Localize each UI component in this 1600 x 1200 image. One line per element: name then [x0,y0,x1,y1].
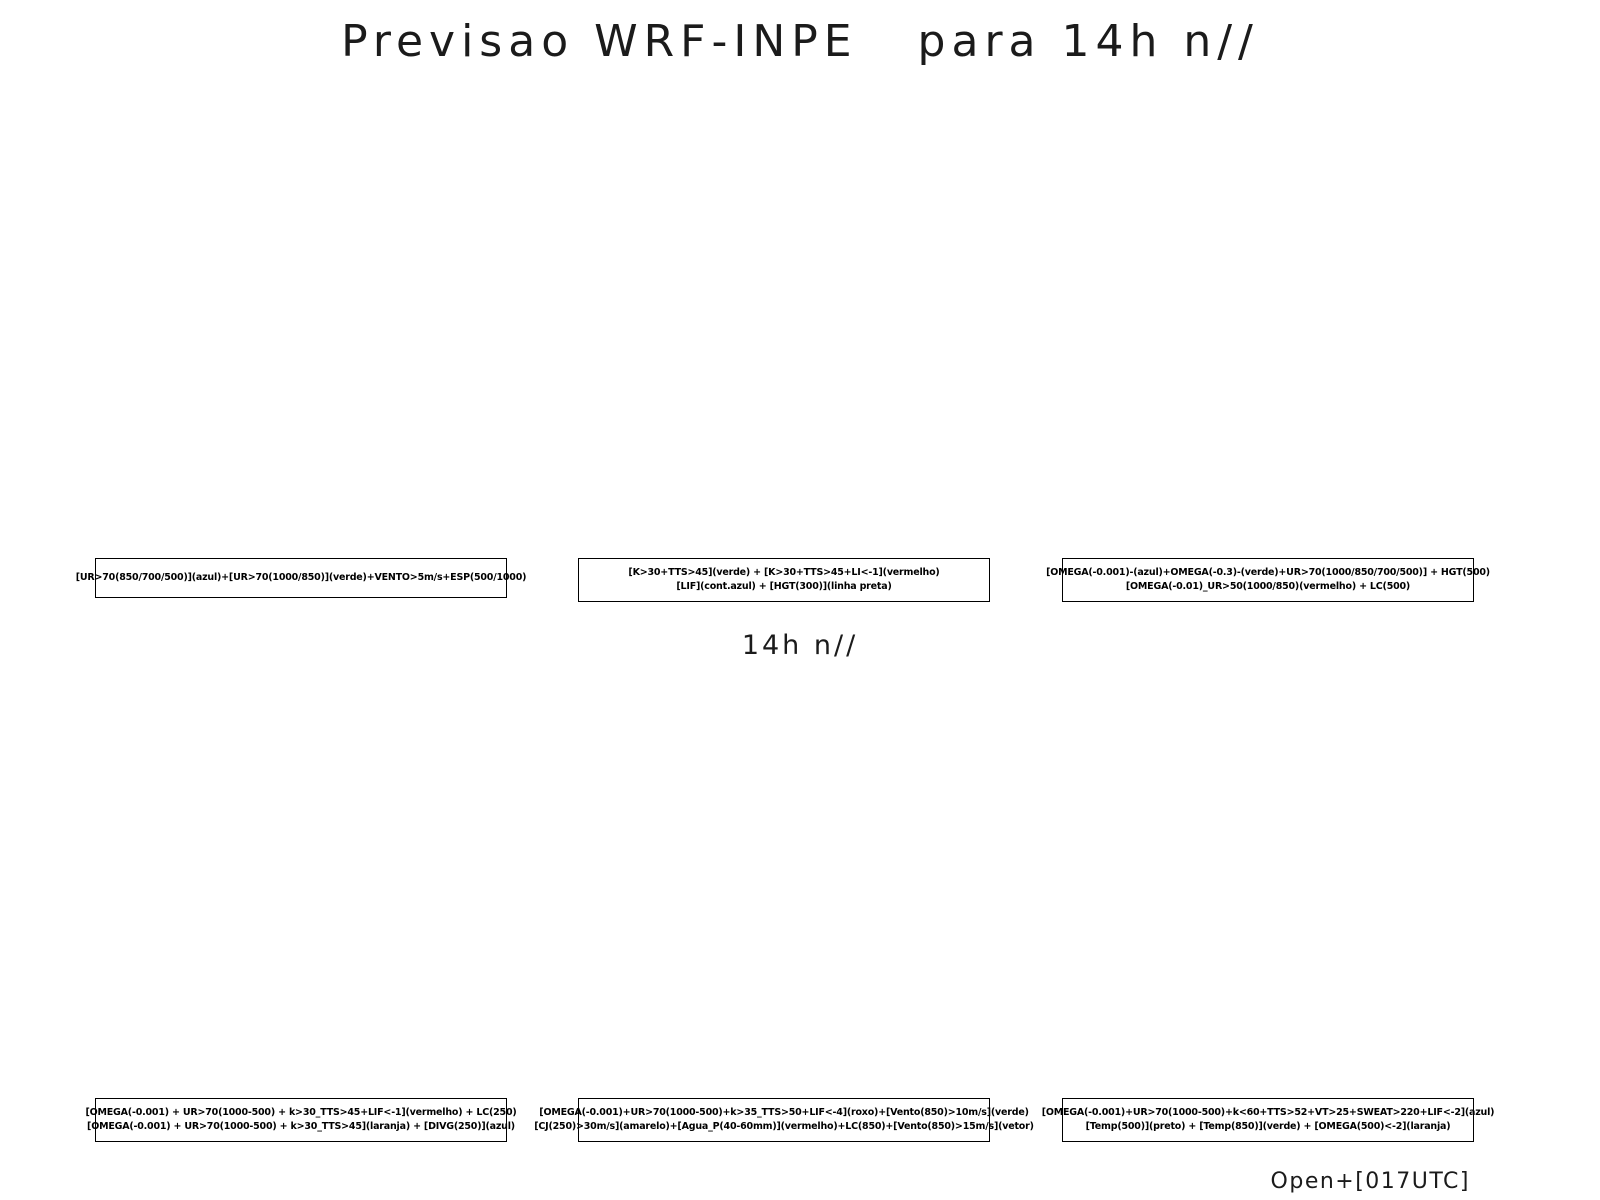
legend-line: [K>30+TTS>45](verde) + [K>30+TTS>45+LI<-1](vermelho) [628,567,940,579]
legend-line: [OMEGA(-0.001)+UR>70(1000-500)+k>35_TTS>50+LIF<-4](roxo)+[Vento(850)>10m/s](verde) [539,1107,1029,1119]
legend-box-omega-ur-hgt-lc [1046,558,1490,602]
section-subtitle: 14h n// [741,630,859,661]
legend-line: [LIF](cont.azul) + [HGT(300)](linha preta) [676,581,892,592]
legend-line: [UR>70(850/700/500)](azul)+[UR>70(1000/850)](verde)+VENTO>5m/s+ESP(500/1000) [75,572,527,584]
legend-line: [OMEGA(-0.001)-(azul)+OMEGA(-0.3)-(verde)+UR>70(1000/850/700/500)] + HGT(500) [1046,567,1490,579]
legend-line: [Temp(500)](preto) + [Temp(850)](verde) + [OMEGA(500)<-2](laranja) [1085,1121,1451,1132]
legend-box-omega-sweat-temp [1041,1098,1495,1142]
footer-timestamp-label: Open+[017UTC] [1270,1169,1470,1194]
legend-box-omega-ur-k-lif-lc [85,1098,517,1142]
legend-line: [OMEGA(-0.001) + UR>70(1000-500) + k>30_TTS>45](laranja) + [DIVG(250)](azul) [87,1121,515,1132]
map-panel-ur-vento-esp [95,100,507,550]
map-panel-omega-ur-k-lif-lc [95,672,507,1090]
map-panel-omega-sweat-temp [1062,672,1474,1090]
map-panel-omega-ur-hgt-lc [1062,100,1474,550]
legend-line: [OMEGA(-0.01)_UR>50(1000/850)(vermelho) + LC(500) [1125,581,1411,592]
legend-line: [OMEGA(-0.001)+UR>70(1000-500)+k<60+TTS>52+VT>25+SWEAT>220+LIF<-2](azul) [1041,1107,1495,1119]
map-panel-omega-cj-agua-vento [578,672,990,1090]
legend-line: [OMEGA(-0.001) + UR>70(1000-500) + k>30_TTS>45+LIF<-1](vermelho) + LC(250) [85,1107,517,1119]
legend-line: [CJ(250)>30m/s](amarelo)+[Agua_P(40-60mm)](vermelho)+LC(850)+[Vento(850)>15m/s](vetor) [534,1121,1034,1132]
legend-box-ur-vento-esp [75,558,527,598]
page-title: Previsao WRF-INPE para 14h n// [341,16,1259,67]
map-panel-k-tts-lif-hgt [578,100,990,550]
legend-box-k-tts-lif-hgt [578,558,990,602]
legend-box-omega-cj-agua-vento [534,1098,1034,1142]
